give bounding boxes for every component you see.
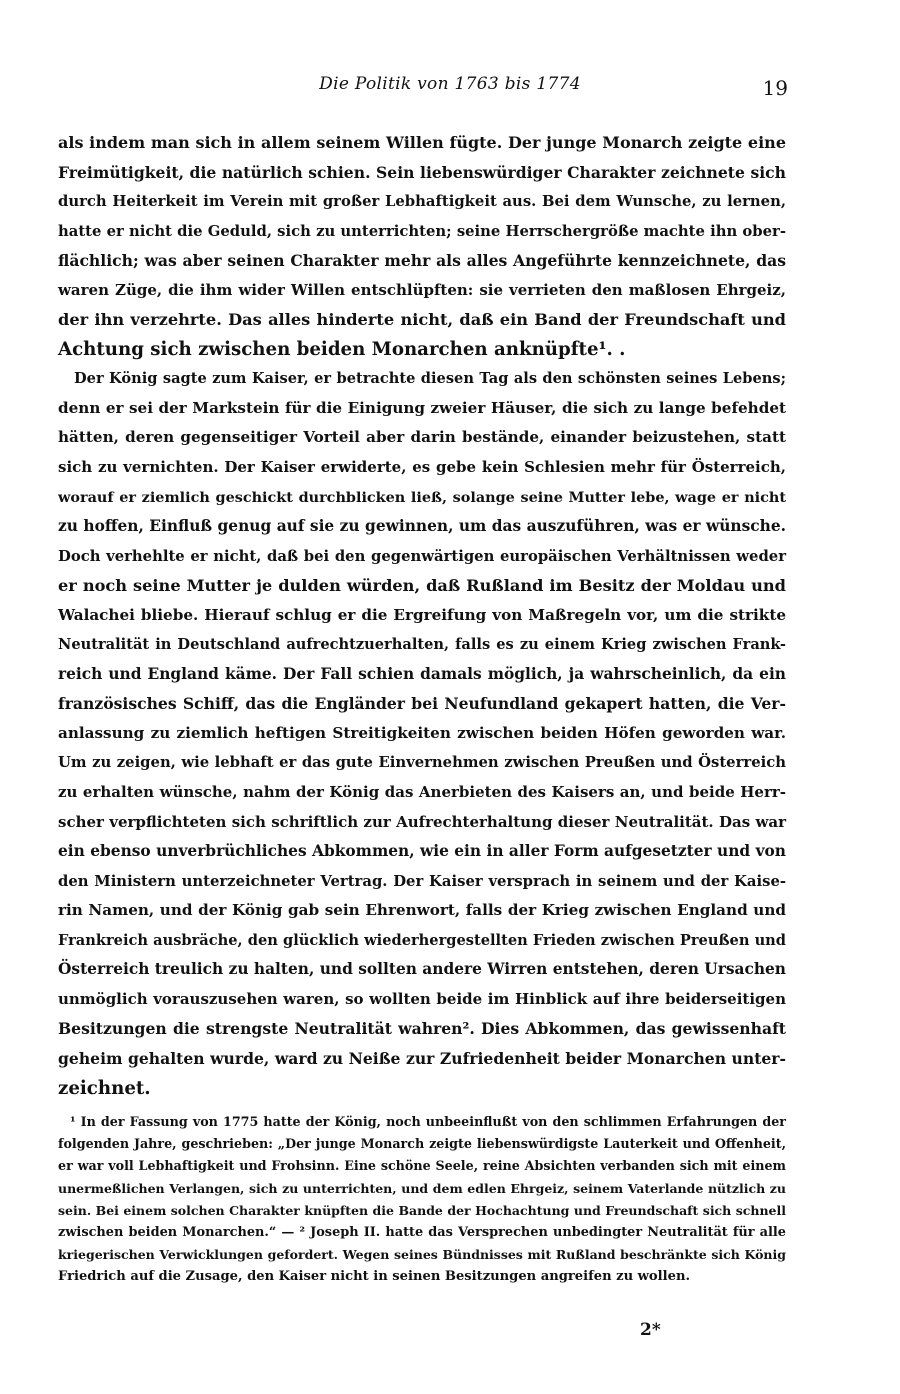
footnote-line: sein. Bei einem solchen Charakter knüpften die Bande der Hochachtung und Freundschaft sich schnell [58,1202,786,1218]
text-line: zu erhalten wünsche, nahm der König das Anerbieten des Kaisers an, und beide Herr- [58,783,786,802]
text-line: zu hoffen, Einfluß genug auf sie zu gewinnen, um das auszuführen, was er wünsche. [58,517,786,536]
text-line: der ihn verzehrte. Das alles hinderte nicht, daß ein Band der Freundschaft und [58,310,786,330]
text-line: Walachei bliebe. Hierauf schlug er die Ergreifung von Maßregeln vor, um die strikte [58,605,786,624]
text-line: scher verpflichteten sich schriftlich zur Aufrechterhaltung dieser Neutralität. Das war [58,812,786,831]
text-line: Österreich treulich zu halten, und sollten andere Wirren entstehen, deren Ursachen [58,960,786,979]
footnote-line: zwischen beiden Monarchen.“ — ² Joseph II. hatte das Versprechen unbedingter Neutralität für alle [58,1224,786,1240]
page-number: 19 [762,76,788,100]
text-line: Freimütigkeit, die natürlich schien. Sein liebenswürdiger Charakter zeichnete sich [58,162,786,182]
footnote-line: ¹ In der Fassung von 1775 hatte der König, noch unbeeinflußt von den schlimmen Erfahrungen der [70,1114,786,1129]
text-line: Achtung sich zwischen beiden Monarchen anknüpfte¹. . [58,338,626,360]
text-line: flächlich; was aber seinen Charakter mehr als alles Angeführte kennzeichnete, das [58,251,786,271]
text-line: Doch verhehlte er nicht, daß bei den gegenwärtigen europäischen Verhältnissen weder [58,547,786,565]
text-line: rin Namen, und der König gab sein Ehrenwort, falls der Krieg zwischen England und [58,901,786,920]
text-line: ein ebenso unverbrüchliches Abkommen, wie ein in aller Form aufgesetzter und von [58,842,786,861]
footnotes [58,1111,786,1289]
text-line: waren Züge, die ihm wider Willen entschlüpften: sie verrieten den maßlosen Ehrgeiz, [58,280,786,299]
text-line: hatte er nicht die Geduld, sich zu unterrichten; seine Herrschergröße machte ihn ober- [58,222,786,240]
text-line: Besitzungen die strengste Neutralität wahren². Dies Abkommen, das gewissenhaft [58,1019,786,1039]
main-text [58,128,786,1103]
footnote-line: er war voll Lebhaftigkeit und Frohsinn. Eine schöne Seele, reine Absichten verbanden sich mit einem [58,1158,786,1174]
footnote-line: Friedrich auf die Zusage, den Kaiser nicht in seinen Besitzungen angreifen zu wollen. [58,1269,691,1285]
text-line: er noch seine Mutter je dulden würden, daß Rußland im Besitz der Moldau und [58,576,786,596]
running-title: Die Politik von 1763 bis 1774 [319,74,581,94]
footnote-line: unermeßlichen Verlangen, sich zu unterrichten, und dem edlen Ehrgeiz, seinem Vaterlande nützlich zu [58,1180,786,1196]
text-line: geheim gehalten wurde, ward zu Neiße zur Zufriedenheit beider Monarchen unter- [58,1048,786,1068]
text-line: Frankreich ausbräche, den glücklich wiederhergestellten Frieden zwischen Preußen und [58,931,786,949]
footnote-line: folgenden Jahre, geschrieben: „Der junge Monarch zeigte liebenswürdigste Lauterkeit und Offenheit, [58,1136,786,1152]
text-line: zeichnet. [58,1077,151,1099]
text-line: reich und England käme. Der Fall schien damals möglich, ja wahrscheinlich, da ein [58,664,786,683]
text-line: Neutralität in Deutschland aufrechtzuerhalten, falls es zu einem Krieg zwischen Frank- [58,636,786,654]
text-line: worauf er ziemlich geschickt durchblicken ließ, solange seine Mutter lebe, wage er nicht [58,488,786,506]
running-header [0,74,900,104]
text-line: den Ministern unterzeichneter Vertrag. Der Kaiser versprach in seinem und der Kaise- [58,872,786,890]
text-line: durch Heiterkeit im Verein mit großer Lebhaftigkeit aus. Bei dem Wunsche, zu lernen, [58,193,786,211]
signature-mark: 2* [640,1320,661,1340]
text-line: unmöglich vorauszusehen waren, so wollten beide im Hinblick auf ihre beiderseitigen [58,989,786,1008]
text-line: als indem man sich in allem seinem Willen fügte. Der junge Monarch zeigte eine [58,133,786,152]
text-line: hätten, deren gegenseitiger Vorteil aber darin bestände, einander beizustehen, statt [58,428,786,447]
text-line: Um zu zeigen, wie lebhaft er das gute Einvernehmen zwischen Preußen und Österreich [58,754,786,772]
footnote-line: kriegerischen Verwicklungen gefordert. Wegen seines Bündnisses mit Rußland beschränkte sich König [58,1247,786,1263]
text-line: französisches Schiff, das die Engländer bei Neufundland gekapert hatten, die Ver- [58,694,786,714]
text-line: denn er sei der Markstein für die Einigung zweier Häuser, die sich zu lange befehdet [58,398,786,417]
text-line: anlassung zu ziemlich heftigen Streitigkeiten zwischen beiden Höfen geworden war. [58,723,786,742]
text-line: sich zu vernichten. Der Kaiser erwiderte, es gebe kein Schlesien mehr für Österreich, [58,458,786,477]
text-line: Der König sagte zum Kaiser, er betrachte diesen Tag als den schönsten seines Lebens; [74,370,786,388]
